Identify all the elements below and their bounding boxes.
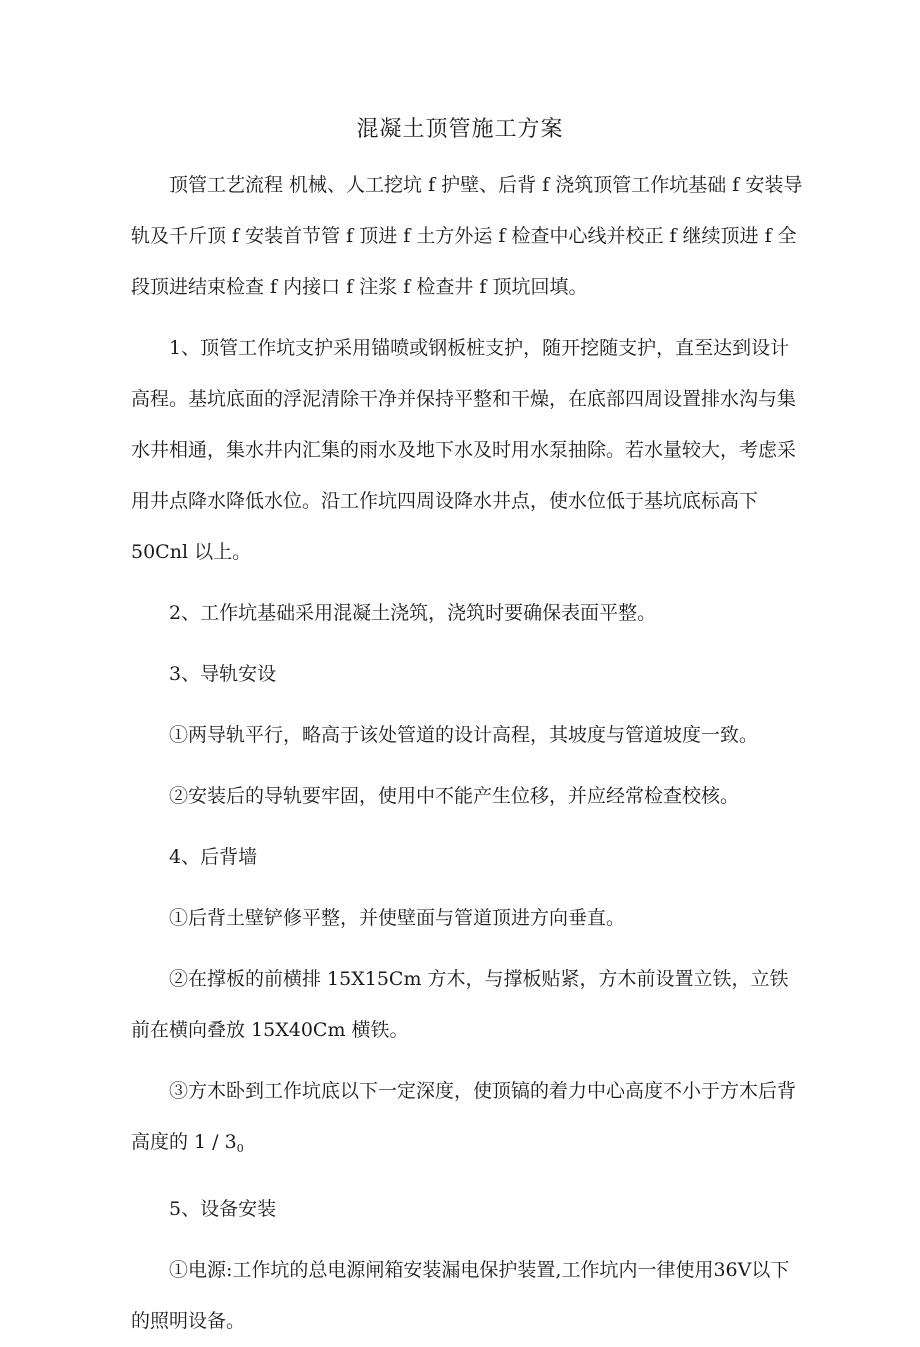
paragraph-pit-foundation: 2、工作坑基础采用混凝土浇筑，浇筑时要确保表面平整。 [169, 602, 657, 624]
paragraph-guide-rail-2: ②安装后的导轨要牢固，使用中不能产生位移，并应经常检查校核。 [169, 785, 740, 807]
paragraph-back-wall-3-text: ③方木卧到工作坑底以下一定深度，使顶镐的着力中心高度不小于方木后背高度的 1 / 3 [131, 1080, 797, 1153]
section-heading-back-wall: 4、后背墙 [169, 846, 258, 868]
paragraph-process-flow: 顶管工艺流程 机械、人工挖坑 f 护壁、后背 f 浇筑顶管工作坑基础 f 安装导轨及千斤顶 f 安装首节管 f 顶进 f 土方外运 f 检查中心线并校正 f 继续顶进 f 全段顶进结束检查 f 内接口 f 注浆 f 检查井 f 顶坑回填。 [131, 174, 803, 298]
paragraph-pit-support: 1、顶管工作坑支护采用锚喷或钢板桩支护，随开挖随支护，直至达到设计高程。基坑底面的浮泥清除干净并保持平整和干燥，在底部四周设置排水沟与集水井相通，集水井内汇集的雨水及地下水及时用水泵抽除。若水量较大，考虑采用井点降水降低水位。沿工作坑四周设降水井点，使水位低于基坑底标高下 50Cnl 以上。 [131, 337, 797, 563]
section-heading-equipment: 5、设备安装 [169, 1198, 277, 1220]
paragraph-guide-rail-1: ①两导轨平行，略高于该处管道的设计高程，其坡度与管道坡度一致。 [169, 724, 759, 746]
subscript-zero: 0 [236, 1142, 244, 1155]
document-title: 混凝土顶管施工方案 [356, 117, 564, 142]
document-body [131, 160, 803, 1347]
paragraph-back-wall-1: ①后背土壁铲修平整，并使壁面与管道顶进方向垂直。 [169, 907, 626, 929]
paragraph-back-wall-3 [131, 1066, 803, 1174]
paragraph-equipment-power: ①电源:工作坑的总电源闸箱安装漏电保护装置,工作坑内一律使用36V以下的照明设备。 [131, 1259, 790, 1332]
section-heading-guide-rail: 3、导轨安设 [169, 663, 277, 685]
paragraph-back-wall-2: ②在撑板的前横排 15X15Cm 方木，与撑板贴紧，方木前设置立铁，立铁前在横向叠放 15X40Cm 横铁。 [131, 968, 789, 1041]
